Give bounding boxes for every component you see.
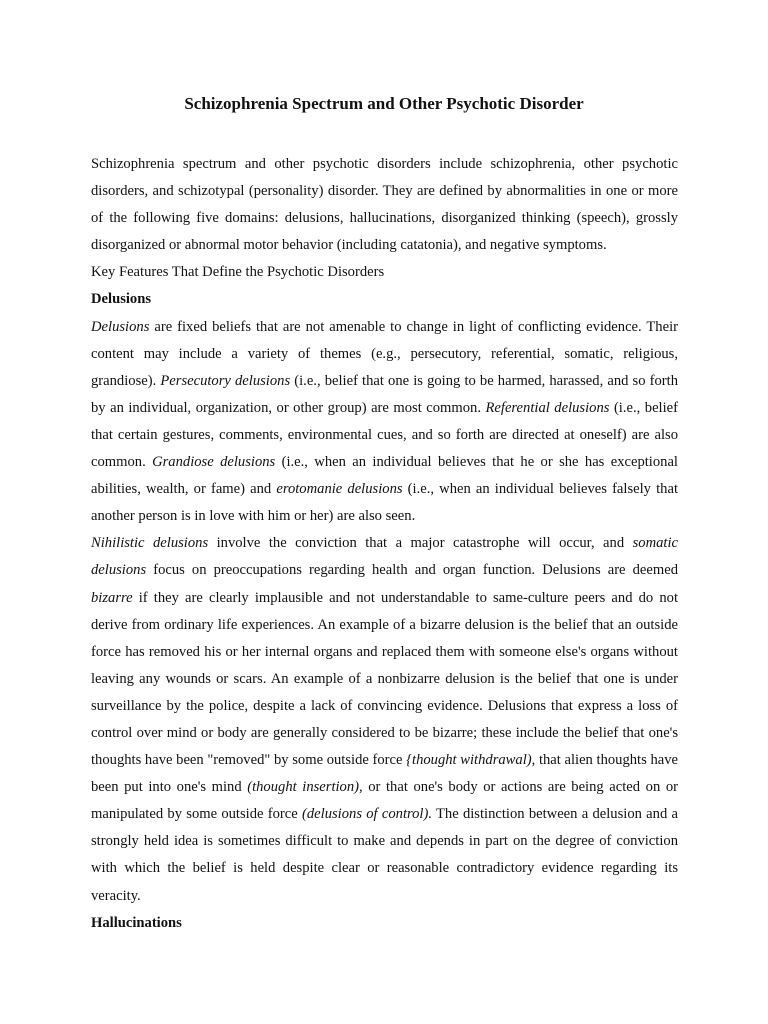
text-run: involve the conviction that a major catastrophe will occur, and (208, 535, 633, 552)
term-grandiose-delusions: Grandiose delusions (152, 454, 276, 471)
text-run: are fixed beliefs that are not amenable to change in light of conflicting evidence. Their content may include a variety of themes (e.g., persecutory, referential, somatic, religious, grandiose). (91, 318, 678, 389)
delusions-paragraph-1 (91, 314, 678, 531)
document-body (91, 151, 678, 937)
term-persecutory-delusions: Persecutory delusions (160, 372, 291, 389)
text-run: focus on preoccupations regarding health and organ function. Delusions are deemed (146, 562, 678, 579)
term-bizarre: bizarre (91, 589, 133, 606)
text-run: (i.e., when an individual believes falsely that another person is in love with him or her) are also seen. (91, 481, 678, 525)
section-heading-delusions: Delusions (91, 291, 152, 308)
term-thought-withdrawal: {thought withdrawal), (406, 752, 536, 769)
term-delusions-of-control: (delusions of control). (302, 806, 432, 823)
text-run: (i.e., belief that one is going to be harmed, harassed, and so forth by an individual, organization, or other group) are most common. (91, 372, 678, 416)
text-run: (i.e., belief that certain gestures, comments, environmental cues, and so forth are directed at oneself) are also common. (91, 399, 678, 471)
key-features-line: Key Features That Define the Psychotic Disorders (91, 264, 385, 281)
term-erotomanie-delusions: erotomanie delusions (276, 481, 403, 498)
delusions-paragraph-2 (91, 530, 678, 909)
term-somatic-delusions: somatic delusions (91, 535, 679, 579)
text-run: if they are clearly implausible and not understandable to same-culture peers and do not derive from ordinary life experiences. An example of a bizarre delusion is the belief that an outside force has removed his or her internal organs and replaced them with someone else's organs without leaving any wounds or scars. An example of a nonbizarre delusion is the belief that one is under surveillance by the police, despite a lack of convincing evidence. Delusions that express a loss of control over mind or body are generally considered to be bizarre; these include the belief that one's thoughts have been "removed" by some outside force (91, 589, 678, 769)
intro-paragraph: Schizophrenia spectrum and other psychotic disorders include schizophrenia, other psychotic disorders, and schizotypal (personality) disorder. They are defined by abnormalities in one or more of the following five domains: delusions, hallucinations, disorganized thinking (speech), grossly disorganized or abnormal motor behavior (including catatonia), and negative symptoms. (91, 156, 678, 254)
document-title: Schizophrenia Spectrum and Other Psychotic Disorder (184, 94, 584, 113)
term-nihilistic-delusions: Nihilistic delusions (91, 535, 209, 552)
term-referential-delusions: Referential delusions (485, 399, 610, 416)
text-run: (i.e., when an individual believes that he or she has exceptional abilities, wealth, or fame) and (91, 454, 678, 498)
text-run: or that one's body or actions are being acted on or manipulated by some outside force (91, 779, 678, 823)
term-delusions: Delusions (91, 318, 150, 335)
term-thought-insertion: (thought insertion), (247, 779, 363, 796)
text-run: The distinction between a delusion and a strongly held idea is sometimes difficult to make and depends in part on the degree of conviction with which the belief is held despite clear or reasonable contradictory evidence regarding its veracity. (91, 806, 679, 904)
text-run: that alien thoughts have been put into one's mind (91, 752, 678, 796)
section-heading-hallucinations: Hallucinations (91, 914, 182, 931)
